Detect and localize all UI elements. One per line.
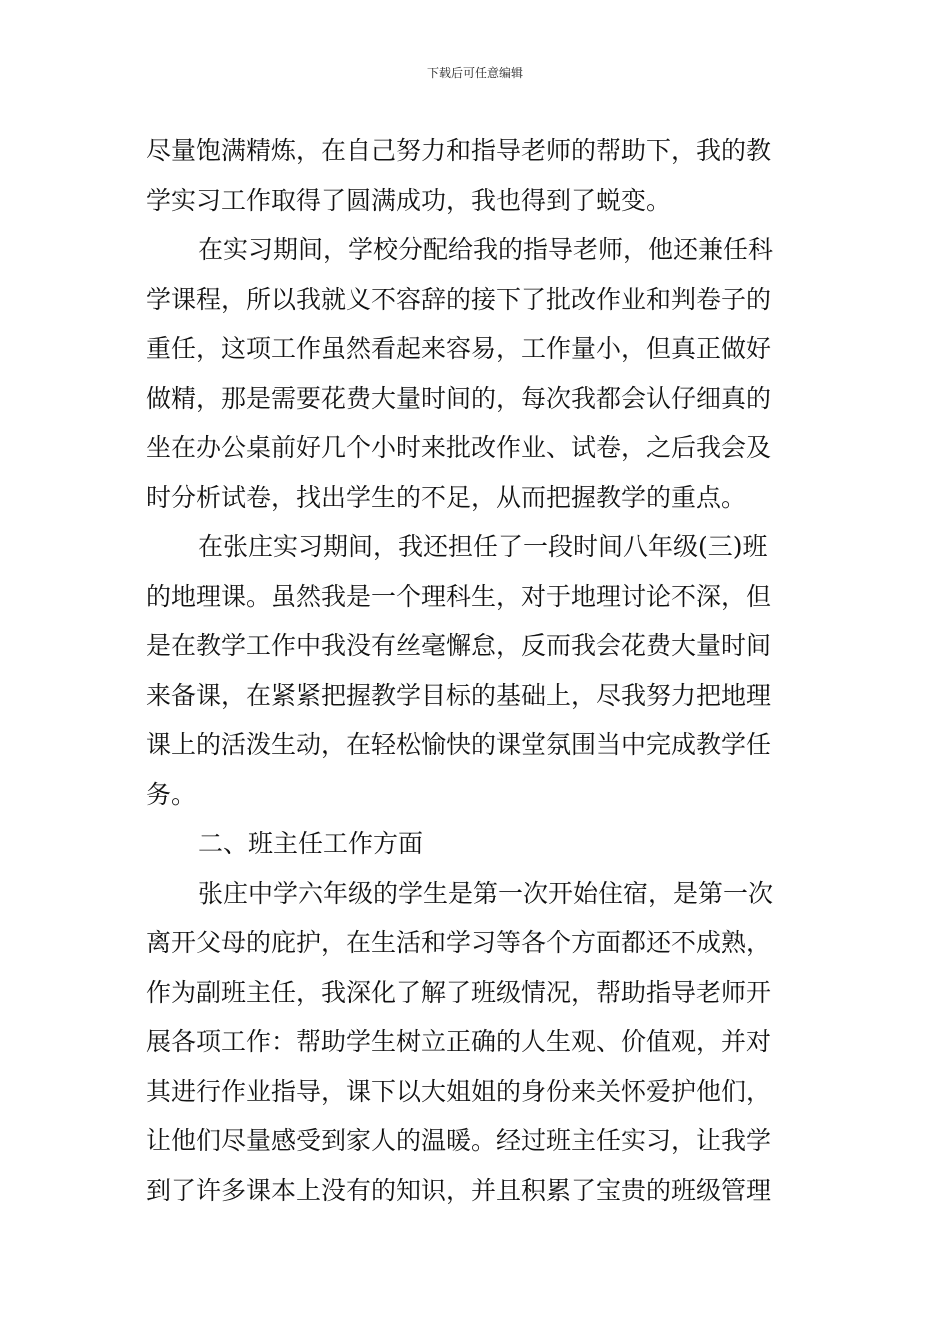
text-line: 学课程，所以我就义不容辞的接下了批改作业和判卷子的: [146, 284, 772, 314]
text-line: 离开父母的庇护，在生活和学习等各个方面都还不成熟，: [146, 928, 772, 957]
document-body: [146, 126, 810, 1215]
text-line: 张庄中学六年级的学生是第一次开始住宿，是第一次: [198, 878, 774, 908]
text-line: 尽量饱满精炼，在自己努力和指导老师的帮助下，我的教: [146, 136, 772, 165]
text-line: 在张庄实习期间，我还担任了一段时间八年级(三)班: [198, 532, 768, 561]
text-line: 来备课，在紧紧把握教学目标的基础上，尽我努力把地理: [146, 680, 772, 710]
text-line: 让他们尽量感受到家人的温暖。经过班主任实习，让我学: [146, 1126, 772, 1155]
text-line: 坐在办公桌前好几个小时来批改作业、试卷，之后我会及: [146, 433, 772, 462]
text-line: 作为副班主任，我深化了解了班级情况，帮助指导老师开: [146, 977, 772, 1007]
text-line: 其进行作业指导，课下以大姐姐的身份来关怀爱护他们，: [146, 1076, 772, 1106]
text-line: 重任，这项工作虽然看起来容易，工作量小，但真正做好: [146, 334, 772, 363]
text-line: 做精，那是需要花费大量时间的，每次我都会认仔细真的: [146, 383, 772, 413]
text-line: 展各项工作：帮助学生树立正确的人生观、价值观，并对: [146, 1027, 772, 1056]
text-line: 时分析试卷，找出学生的不足，从而把握教学的重点。: [146, 482, 747, 512]
section-heading: 二、班主任工作方面: [198, 829, 424, 858]
text-line: 学实习工作取得了圆满成功，我也得到了蜕变。: [146, 185, 672, 215]
page-header: 下载后可任意编辑: [426, 66, 523, 80]
text-line: 是在教学工作中我没有丝毫懈怠，反而我会花费大量时间: [146, 631, 772, 660]
text-line: 到了许多课本上没有的知识，并且积累了宝贵的班级管理: [146, 1175, 772, 1205]
text-line: 课上的活泼生动，在轻松愉快的课堂氛围当中完成教学任: [146, 730, 772, 759]
text-line: 务。: [146, 779, 197, 809]
text-line: 的地理课。虽然我是一个理科生，对于地理讨论不深，但: [146, 581, 772, 611]
text-line: 在实习期间，学校分配给我的指导老师，他还兼任科: [198, 235, 774, 264]
